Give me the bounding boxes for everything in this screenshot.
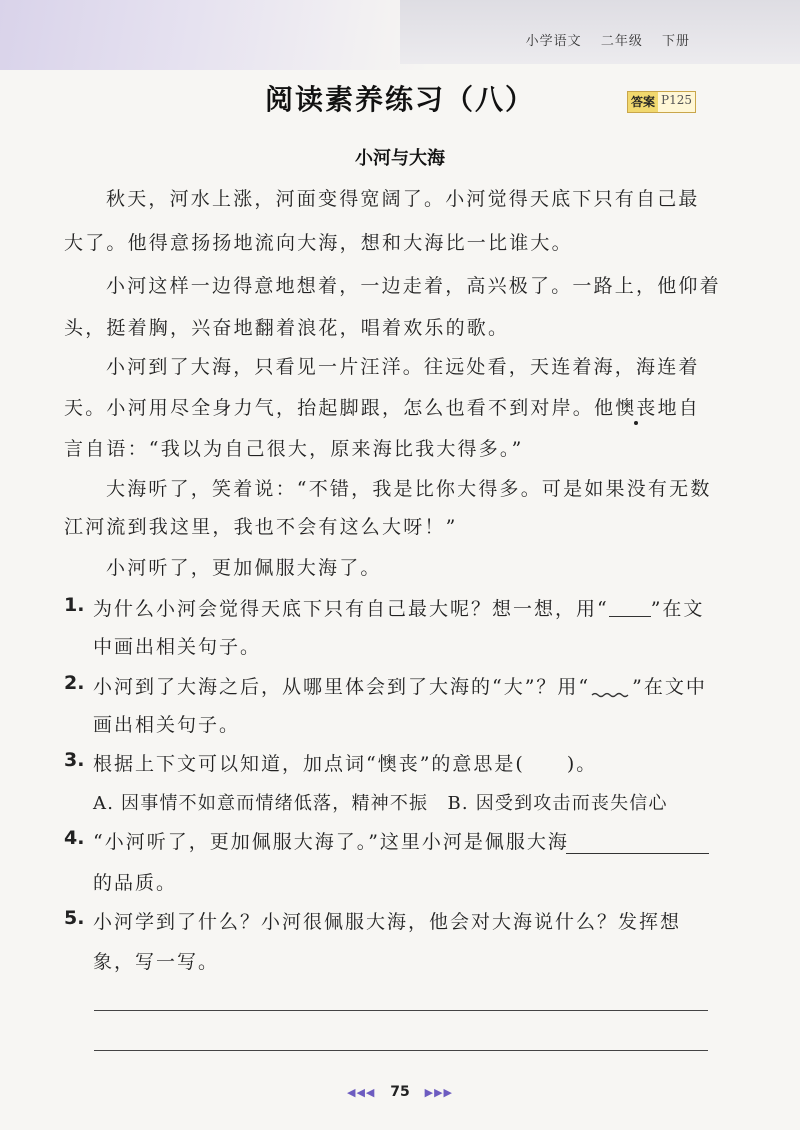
question-4-text-line2: 的品质。 [93,872,178,894]
grade-label: 二年级 [600,34,643,49]
passage-line: 大了。他得意扬扬地流向大海，想和大海比一比谁大。 [64,232,573,254]
question-1-text-line2: 中画出相关句子。 [93,636,262,658]
right-arrows-icon: ▶▶▶ [424,1086,453,1099]
question-3-text: 根据上下文可以知道，加点词“懊丧”的意思是( )。 [93,753,598,775]
question-text: 小河到了大海之后，从哪里体会到了大海的“大”？用“ [93,676,591,698]
passage-line: 小河到了大海，只看见一片汪洋。往远处看，天连着海，海连着 [106,356,700,378]
writing-line-1[interactable] [94,1010,708,1011]
corner-decoration [0,0,430,70]
straight-underline-symbol [609,598,651,617]
question-2-text [93,672,707,699]
question-3-options: A. 因事情不如意而情绪低落，精神不振 B. 因受到攻击而丧失信心 [93,793,668,814]
writing-line-2[interactable] [94,1050,708,1051]
passage-text: 天。小河用尽全身力气，抬起脚跟，怎么也看不到对岸。他 [64,397,616,419]
passage-line: 言自语：“我以为自己很大，原来海比我大得多。” [64,438,524,460]
question-1-text [93,594,704,621]
question-5-text-line2: 象，写一写。 [93,951,220,973]
passage-line: 江河流到我这里，我也不会有这么大呀！” [64,516,458,538]
question-text: ”在文 [650,598,705,620]
passage-line: 秋天，河水上涨，河面变得宽阔了。小河觉得天底下只有自己最 [106,188,700,210]
answer-tag-page: P125 [658,92,695,112]
passage-title: 小河与大海 [355,148,445,169]
passage-line-with-dotted-word [64,393,700,420]
passage-line: 小河这样一边得意地想着，一边走着，高兴极了。一路上，他仰着 [106,275,721,297]
left-arrows-icon: ◀◀◀ [346,1086,376,1099]
question-1-number: 1. [64,594,85,616]
question-4-answer-blank[interactable] [566,851,709,854]
question-4-text: “小河听了，更加佩服大海了。”这里小河是佩服大海 [93,831,569,853]
passage-line: 头，挺着胸，兴奋地翻着浪花，唱着欢乐的歌。 [64,317,510,339]
page-number: 75 [390,1084,410,1100]
question-text: 为什么小河会觉得天底下只有自己最大呢？想一想，用“ [93,598,609,620]
question-4-number: 4. [64,827,85,849]
question-5-number: 5. [64,907,85,929]
passage-line: 小河听了，更加佩服大海了。 [106,557,382,579]
question-5-text: 小河学到了什么？小河很佩服大海，他会对大海说什么？发挥想 [93,911,682,933]
answer-reference-tag [627,91,696,113]
answer-tag-label: 答案 [628,92,658,112]
question-3-number: 3. [64,749,85,771]
wavy-underline-symbol [590,677,632,695]
passage-text: 地自 [657,397,701,419]
question-2-text-line2: 画出相关句子。 [93,714,241,736]
question-text: ”在文中 [632,676,707,698]
question-2-number: 2. [64,672,85,694]
page-title: 阅读素养练习（八） [264,83,535,116]
volume-label: 下册 [661,34,690,49]
book-info [512,30,690,49]
subject-label: 小学语文 [525,34,582,49]
passage-line: 大海听了，笑着说：“不错，我是比你大得多。可是如果没有无数 [106,478,712,500]
page-footer [0,1084,800,1100]
dotted-word-part-1: 懊丧 [615,397,658,419]
